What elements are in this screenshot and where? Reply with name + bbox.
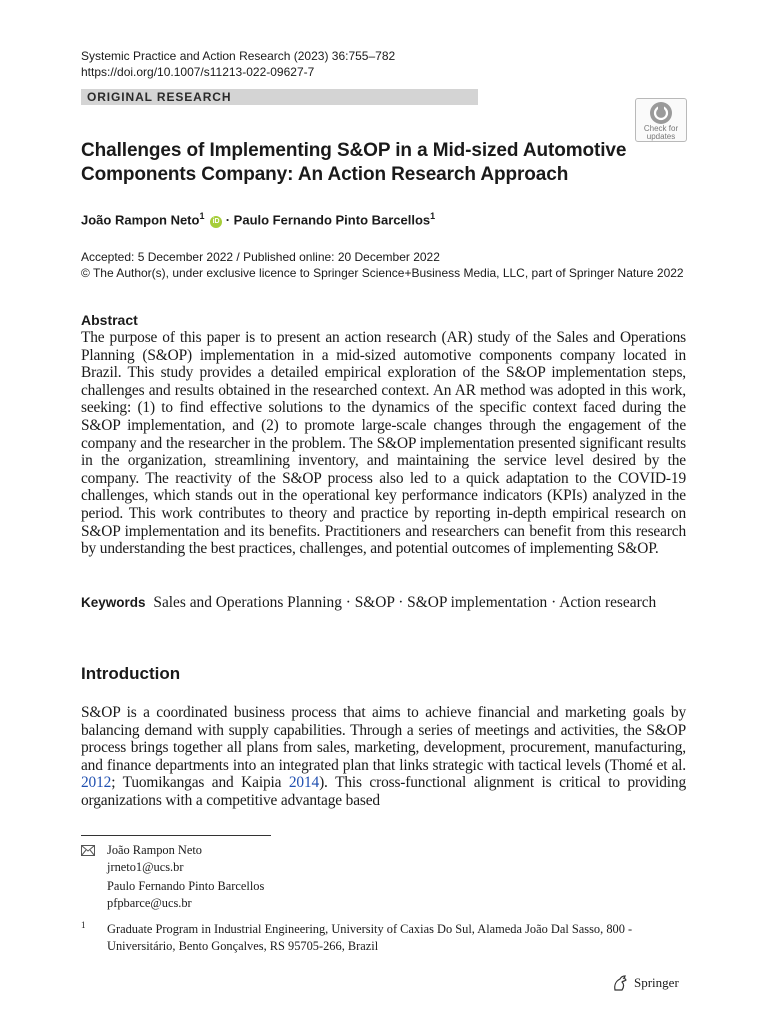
citation-link-thome-2012[interactable]: 2012 (81, 774, 112, 792)
publication-dates (81, 249, 684, 281)
footnote-divider (81, 835, 271, 836)
intro-text-1: S&OP is a coordinated business process that aims to achieve financial and marketing goals by balancing demand with supply capabilities. Through a series of meetings and activities, the S&OP process brings together all plans from sales, marketing, development, procurement, manufacturing, and finance departments into an integrated plan that links strategic with tactical levels (Thomé et al. (81, 704, 686, 774)
author-1[interactable]: João Rampon Neto (81, 212, 200, 228)
affiliation-text: Graduate Program in Industrial Engineering, University of Caxias Do Sul, Alameda João Dal Sasso, 800 - Universitário, Bento Gonçalves, RS 95705-266, Brazil (107, 922, 633, 953)
orcid-icon[interactable]: iD (210, 216, 222, 228)
author-1-email[interactable]: jrneto1@ucs.br (107, 860, 184, 874)
keywords-text: Sales and Operations Planning · S&OP · S&OP implementation · Action research (153, 594, 657, 611)
check-for-updates-button[interactable] (635, 98, 687, 142)
publisher-name: Springer (634, 975, 679, 990)
affiliation-mark: 1 (81, 920, 86, 930)
intro-text-3: ). This cross-functional alignment is critical to providing organizations with a competitive advantage based (81, 774, 686, 809)
citation-link-tuomikangas-2014[interactable]: 2014 (288, 774, 320, 792)
springer-logo (611, 974, 679, 992)
article-title: Challenges of Implementing S&OP in a Mid-sized Automotive Components Company: An Action Research Approach (81, 140, 627, 185)
corresponding-author-2 (107, 878, 264, 912)
introduction-heading: Introduction (81, 664, 181, 683)
doi-link[interactable]: https://doi.org/10.1007/s11213-022-09627-7 (81, 65, 315, 79)
springer-horse-icon (611, 974, 629, 992)
envelope-icon (81, 845, 95, 856)
journal-citation: Systemic Practice and Action Research (2023) 36:755–782 (81, 49, 396, 63)
author-2-affil: 1 (430, 211, 436, 221)
keywords-label: Keywords (81, 595, 146, 610)
check-updates-label-2: updates (646, 132, 676, 141)
abstract-text: The purpose of this paper is to present an action research (AR) study of the Sales and Operations Planning (S&OP) implementation in a mid-sized automotive components company located in Brazil. This study provides a detailed empirical exploration of the S&OP implementation steps, challenges and results obtained in the researched context. An AR method was adopted in this work, seeking: (1) to find effective solutions to the dynamics of the specific context faced during the S&OP implementation, and (2) to promote large-scale changes through the engagement of the company and the researcher in the problem. The S&OP implementation presented significant results in the organization, streamlining inventory, and maintaining the service level desired by the company. The reactivity of the S&OP process also led to a quick adaptation to the COVID-19 challenges, which stands out in the operational key performance indicators (KPIs) analyzed in the period. This work contributes to theory and practice by reporting in-depth empirical research on S&OP implementation and its benefits. Practitioners and researchers can benefit from this research by understanding the best practices, challenges, and potential outcomes of implementing S&OP. (81, 329, 686, 558)
journal-header (81, 48, 395, 80)
author-2[interactable]: Paulo Fernando Pinto Barcellos (233, 212, 431, 228)
article-type-banner: ORIGINAL RESEARCH (81, 89, 478, 105)
author-1-footnote-name: João Rampon Neto (107, 843, 202, 857)
corresponding-author-1 (107, 842, 202, 876)
check-updates-icon (649, 101, 673, 125)
author-2-footnote-name: Paulo Fernando Pinto Barcellos (107, 879, 265, 893)
check-updates-label-1: Check for (643, 124, 679, 133)
author-list (81, 207, 435, 229)
abstract-heading: Abstract (81, 312, 138, 328)
author-1-affil: 1 (199, 211, 205, 221)
author-2-email[interactable]: pfpbarce@ucs.br (107, 896, 192, 910)
keywords (81, 594, 686, 612)
intro-text-2: ; Tuomikangas and Kaipia (111, 774, 289, 792)
author-separator: · (222, 212, 234, 228)
introduction-paragraph (81, 704, 686, 810)
accepted-published-line: Accepted: 5 December 2022 / Published online: 20 December 2022 (81, 250, 440, 264)
copyright-line: © The Author(s), under exclusive licence to Springer Science+Business Media, LLC, part of Springer Nature 2022 (81, 266, 684, 280)
